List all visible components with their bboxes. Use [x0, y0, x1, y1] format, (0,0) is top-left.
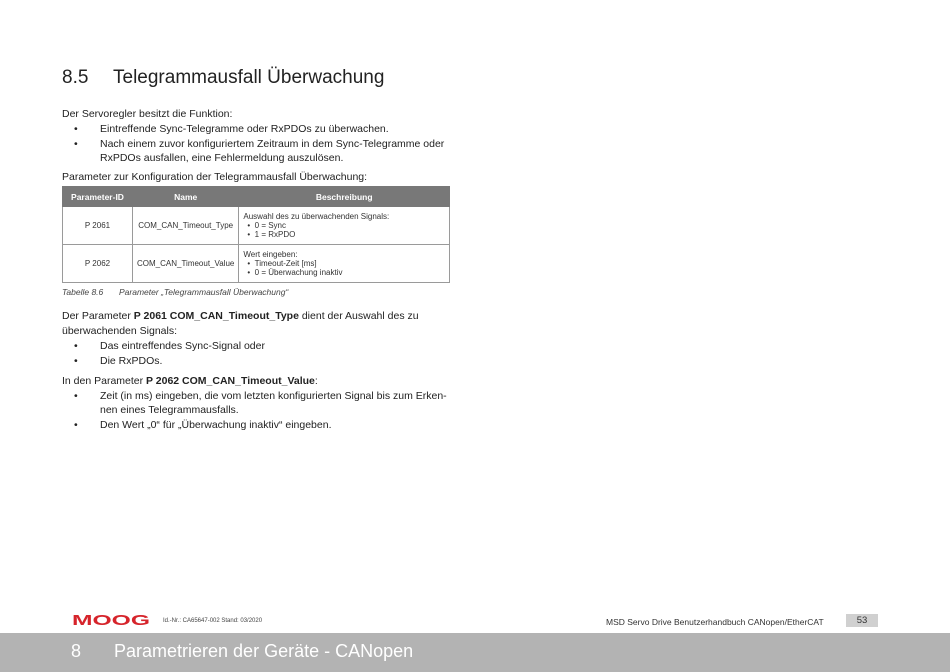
column-header: Parameter-ID — [63, 187, 133, 207]
table-header-row — [63, 187, 450, 207]
list-item: • Eintreffende Sync-Telegramme oder RxPDOs zu überwachen. — [74, 123, 389, 135]
svg-text:MOOG: MOOG — [72, 612, 150, 628]
table-row — [63, 207, 450, 245]
caption-label: Tabelle 8.6 — [62, 287, 104, 297]
table-intro: Parameter zur Konfiguration der Telegrammausfall Überwachung: — [62, 171, 368, 183]
param-name-cell: COM_CAN_Timeout_Type — [133, 207, 239, 245]
table-row — [63, 245, 450, 283]
list-item: • Das eintreffendes Sync-Signal oder — [74, 340, 265, 352]
paragraph-timeout-value: In den Parameter P 2062 COM_CAN_Timeout_Value: — [62, 375, 318, 387]
section-heading — [62, 67, 384, 89]
chapter-number: 8 — [71, 641, 82, 661]
chapter-footer-band — [0, 633, 950, 672]
signal-bullet-list — [62, 339, 462, 368]
section-number: 8.5 — [62, 67, 89, 88]
param-description-cell: Auswahl des zu überwachenden Signals: • 0 = Sync • 1 = RxPDO — [239, 207, 450, 245]
param-id-cell: P 2061 — [63, 207, 133, 245]
table-caption — [62, 287, 288, 297]
caption-text: Parameter „Telegrammausfall Überwachung“ — [119, 287, 289, 297]
list-item: • Nach einem zuvor konfiguriertem Zeitraum in dem Sync-Telegramme oder RxPDOs ausfallen, eine Fehlermeldung auszulösen. — [74, 137, 445, 164]
chapter-title: Parametrieren der Geräte - CANopen — [114, 641, 414, 661]
column-header: Name — [133, 187, 239, 207]
column-header: Beschreibung — [239, 187, 450, 207]
param-id-cell: P 2062 — [63, 245, 133, 283]
list-item: • Den Wert „0“ für „Überwachung inaktiv“ eingeben. — [74, 419, 332, 431]
intro-text: Der Servoregler besitzt die Funktion: — [62, 108, 233, 120]
list-item: • Die RxPDOs. — [74, 354, 163, 367]
moog-logo — [72, 612, 152, 628]
parameter-table — [62, 186, 450, 283]
param-description-cell: Wert eingeben: • Timeout-Zeit [ms] • 0 = Überwachung inaktiv — [239, 245, 450, 283]
manual-title: MSD Servo Drive Benutzerhandbuch CANopen/EtherCAT — [606, 617, 824, 627]
paragraph-timeout-type: Der Parameter P 2061 COM_CAN_Timeout_Type dient der Auswahl des zu überwachenden Signals: — [62, 310, 419, 337]
param-name-cell: COM_CAN_Timeout_Value — [133, 245, 239, 283]
page-number: 53 — [846, 614, 878, 627]
section-title: Telegrammausfall Überwachung — [113, 67, 385, 88]
value-bullet-list — [62, 389, 448, 433]
document-id: Id.-Nr.: CA65647-002 Stand: 03/2020 — [163, 618, 263, 624]
intro-bullet-list — [62, 122, 462, 165]
list-item: • Zeit (in ms) eingeben, die vom letzten konfigurierten Signal bis zum Erken-nen eines Telegrammausfalls. — [74, 390, 447, 416]
